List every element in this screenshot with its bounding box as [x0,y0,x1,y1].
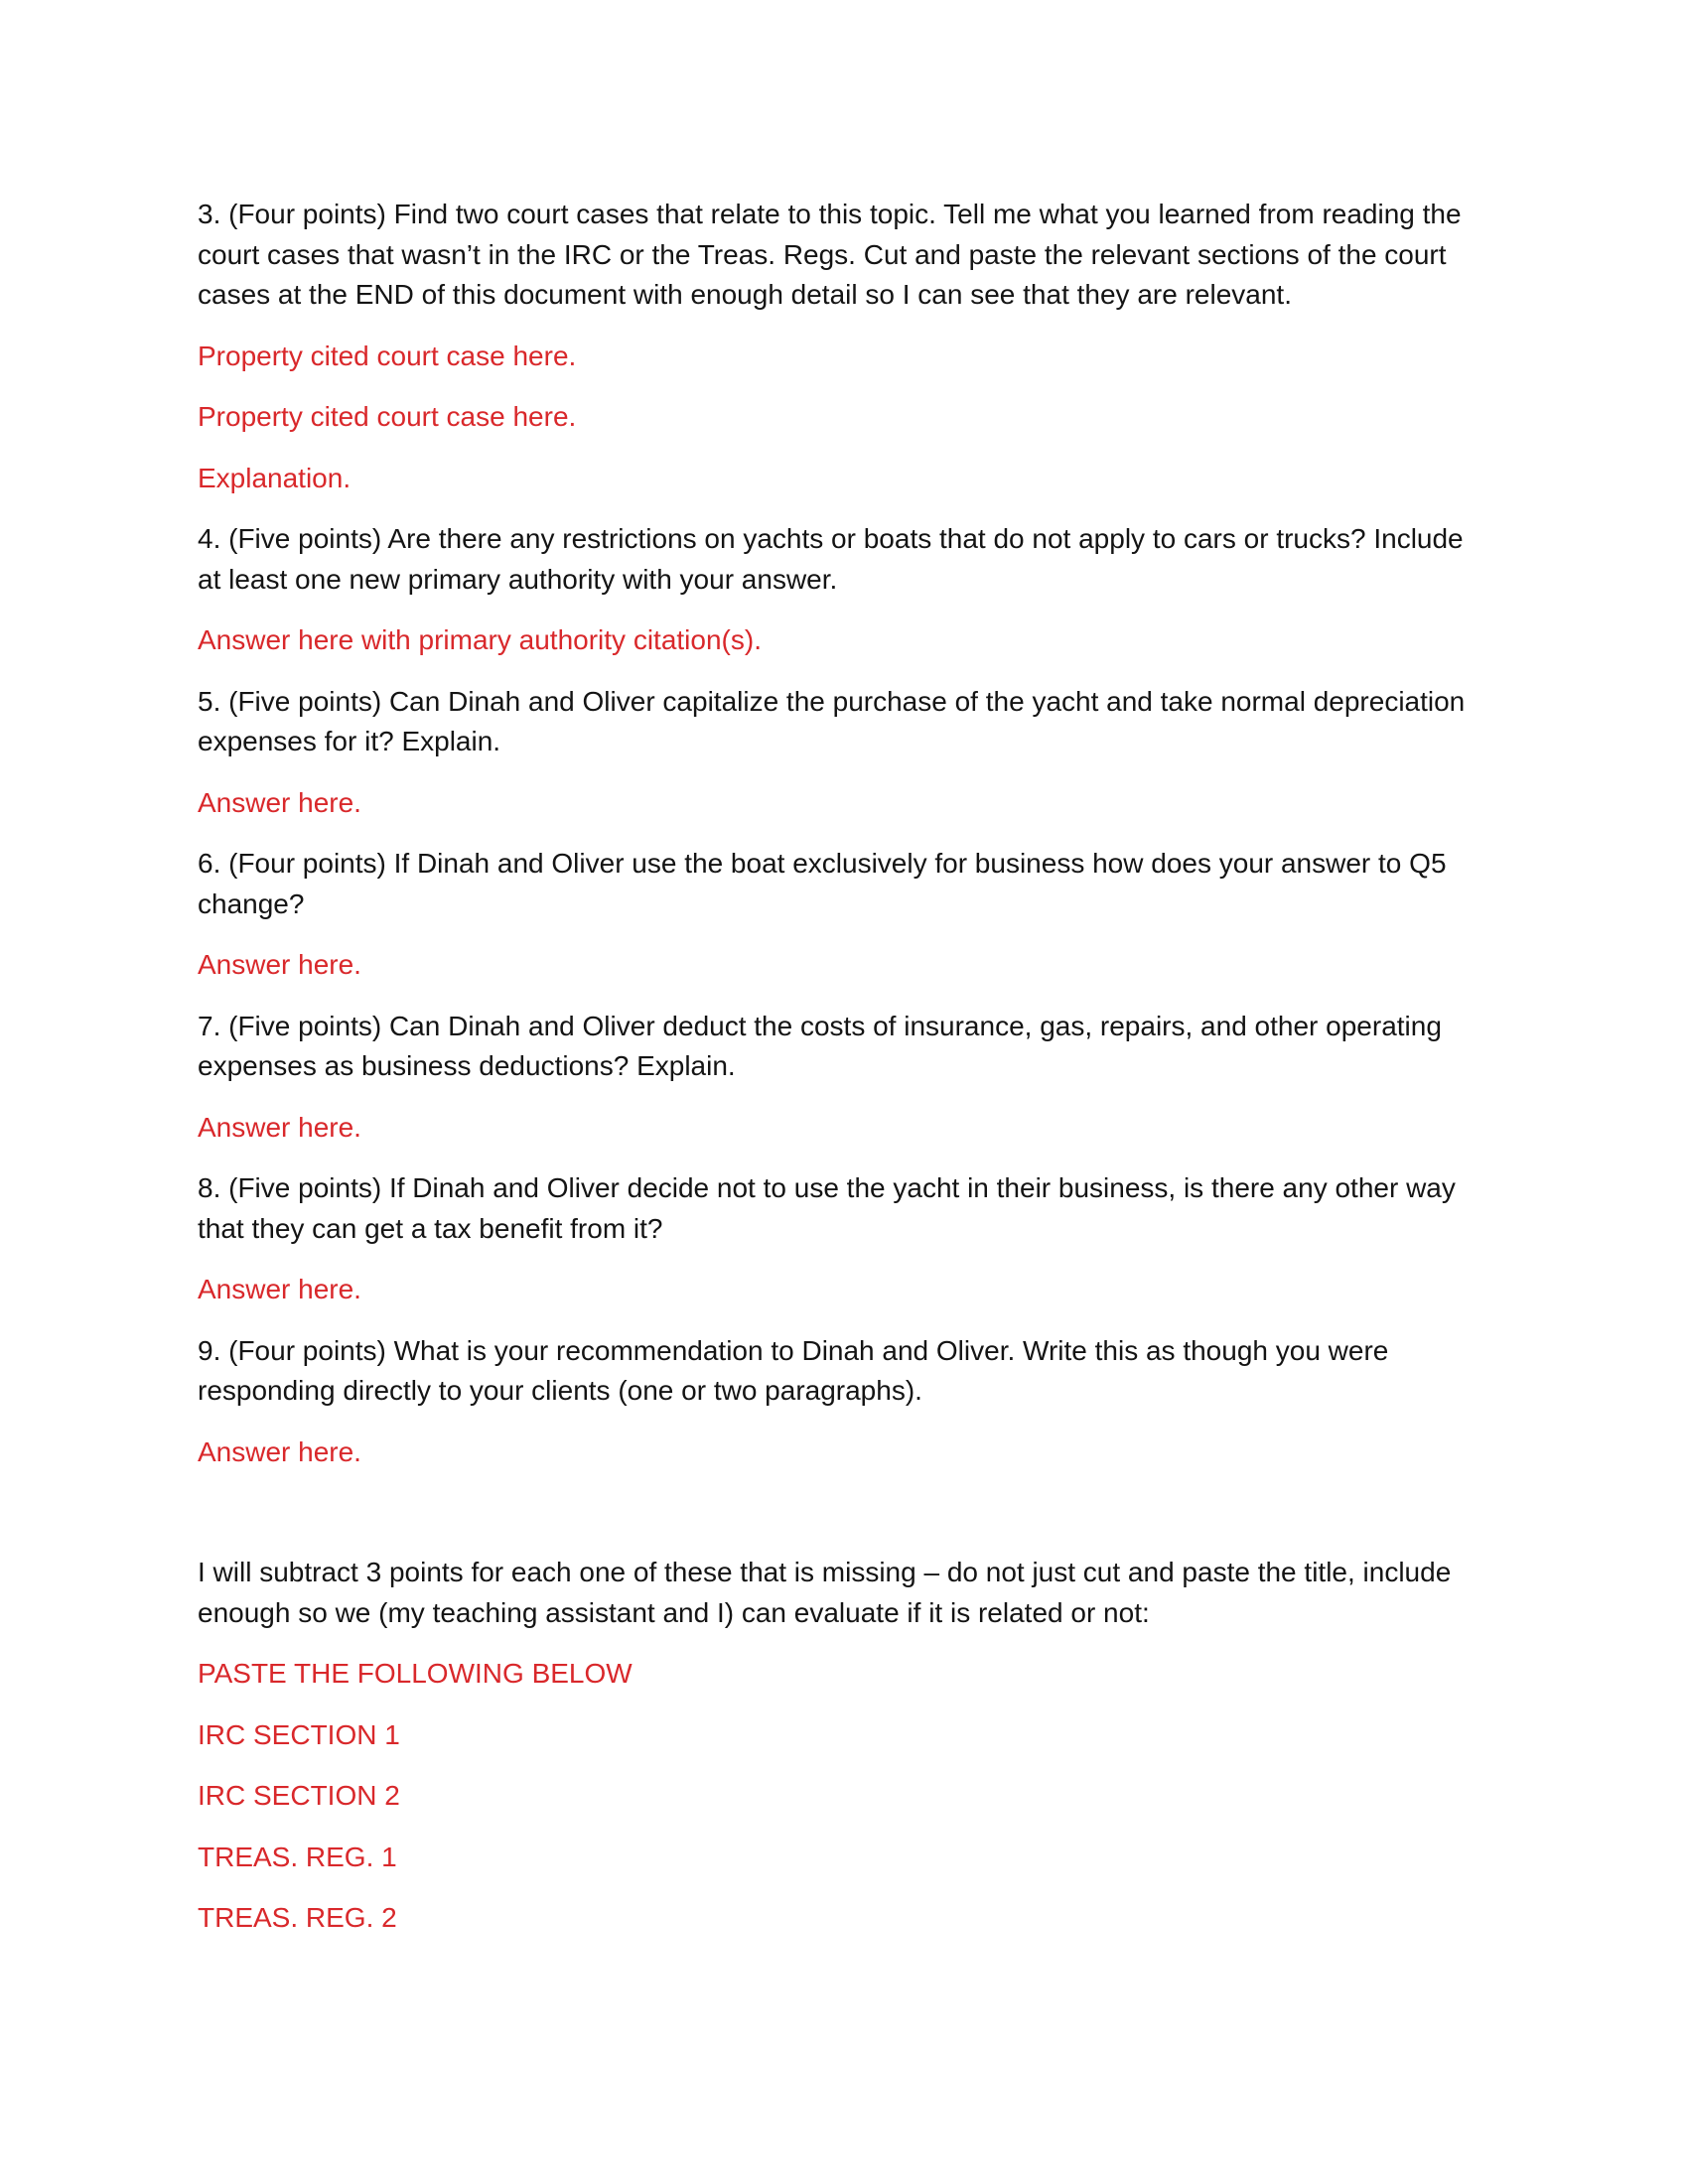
question-3-line: court cases that wasn’t in the IRC or the Treas. Regs. Cut and paste the relevant sections of the court [198,238,1447,270]
answer-placeholder-q8: Answer here. [198,1274,361,1304]
question-3 [198,195,1488,316]
answer-placeholder-q4: Answer here with primary authority citation(s). [198,624,762,655]
paste-item-irc-section-1: IRC SECTION 1 [198,1718,400,1750]
question-9-line: responding directly to your clients (one or two paragraphs). [198,1375,922,1406]
question-6-line: change? [198,887,305,919]
answer-placeholder-case-1: Property cited court case here. [198,340,577,371]
deduction-note-line: I will subtract 3 points for each one of these that is missing – do not just cut and paste the title, include [198,1557,1452,1587]
question-6-line: 6. (Four points) If Dinah and Oliver use the boat exclusively for business how does your answer to Q5 [198,848,1447,879]
question-5 [198,682,1488,762]
answer-placeholder-q5: Answer here. [198,786,361,818]
question-5-line: 5. (Five points) Can Dinah and Oliver capitalize the purchase of the yacht and take normal depreciation [198,685,1466,717]
document-body [198,195,1488,1960]
answer-placeholder-q6: Answer here. [198,949,361,980]
question-8 [198,1168,1488,1249]
question-5-line: expenses for it? Explain. [198,726,501,756]
question-7-line: 7. (Five points) Can Dinah and Oliver deduct the costs of insurance, gas, repairs, and other operating [198,1010,1442,1041]
question-7-line: expenses as business deductions? Explain. [198,1050,736,1081]
question-6 [198,844,1488,924]
answer-placeholder-q7: Answer here. [198,1111,361,1143]
paste-item-treas-reg-2: TREAS. REG. 2 [198,1902,397,1933]
question-3-line: cases at the END of this document with enough detail so I can see that they are relevant. [198,279,1292,310]
question-4-line: at least one new primary authority with your answer. [198,563,838,595]
question-9-line: 9. (Four points) What is your recommendation to Dinah and Oliver. Write this as though you were [198,1334,1389,1366]
question-7 [198,1007,1488,1087]
paste-item-treas-reg-1: TREAS. REG. 1 [198,1841,397,1872]
question-3-line: 3. (Four points) Find two court cases that relate to this topic. Tell me what you learned from reading the [198,199,1462,229]
deduction-note [198,1553,1488,1633]
answer-placeholder-case-2: Property cited court case here. [198,401,577,432]
answer-placeholder-explanation: Explanation. [198,462,352,493]
question-4-line: 4. (Five points) Are there any restrictions on yachts or boats that do not apply to cars or trucks? Include [198,523,1464,554]
question-4 [198,519,1488,600]
paste-item-irc-section-2: IRC SECTION 2 [198,1780,400,1811]
question-9 [198,1331,1488,1412]
deduction-note-line: enough so we (my teaching assistant and I) can evaluate if it is related or not: [198,1596,1150,1628]
question-8-line: that they can get a tax benefit from it? [198,1212,663,1244]
paste-instruction: PASTE THE FOLLOWING BELOW [198,1658,633,1689]
answer-placeholder-q9: Answer here. [198,1435,361,1467]
question-8-line: 8. (Five points) If Dinah and Oliver decide not to use the yacht in their business, is there any other way [198,1172,1456,1203]
